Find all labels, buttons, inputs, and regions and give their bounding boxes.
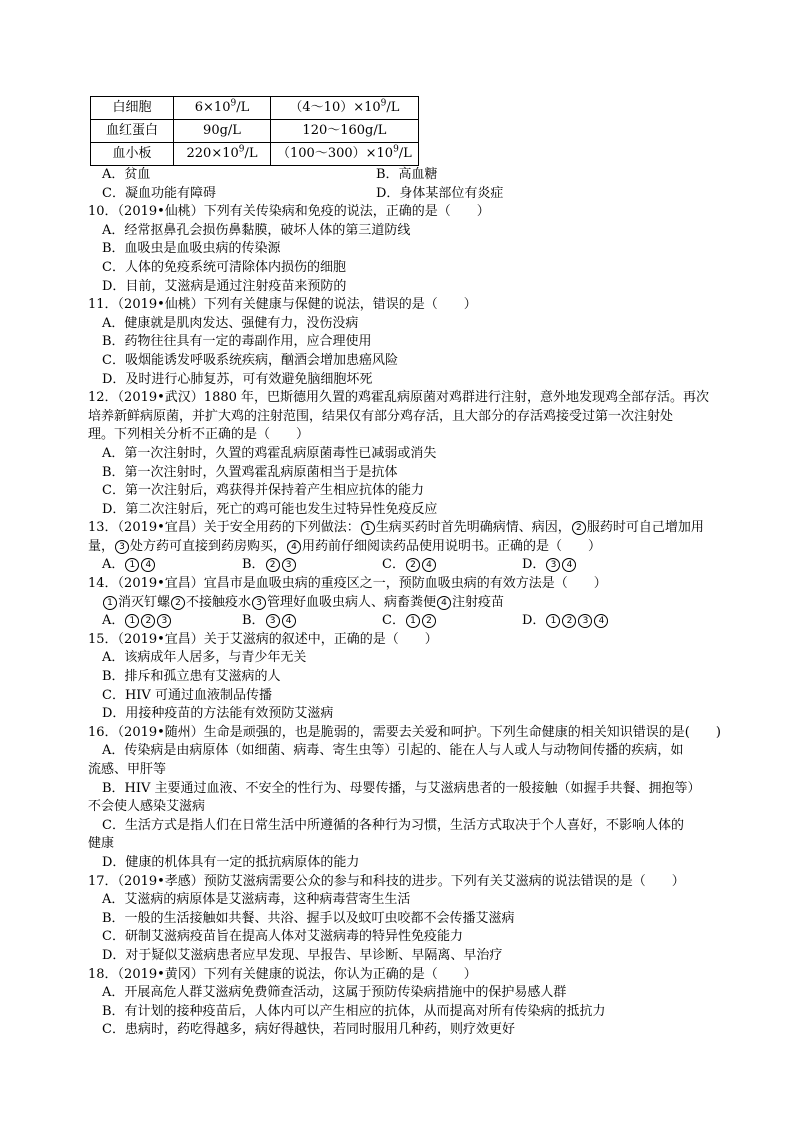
question-18-stem: 18．（2019•黄冈）下列有关健康的说法，你认为正确的是（ ） — [88, 966, 477, 982]
question-12-stem-line-3: 理。下列相关分析不正确的是（ ） — [88, 427, 310, 443]
q16-option-c-line-2: 健康 — [88, 836, 115, 852]
question-10-stem: 10．（2019•仙桃）下列有关传染病和免疫的说法，正确的是（ ） — [88, 204, 490, 220]
table-row — [91, 97, 419, 120]
q16-option-b-line-1: B．HIV 主要通过血液、不安全的性行为、母婴传播，与艾滋病患者的一般接触（如握手共餐、拥抱等） — [102, 780, 701, 796]
q16-option-a-line-1: A．传染病是由病原体（如细菌、病毒、寄生虫等）引起的、能在人与人或人与动物间传播的疾病，如 — [102, 743, 684, 759]
q9-option-b: B．高血糖 — [376, 167, 438, 182]
q12-option-a: A．第一次注射时，久置的鸡霍乱病原菌毒性已减弱或消失 — [102, 445, 437, 461]
q15-option-b: B．排斥和孤立患有艾滋病的人 — [102, 669, 281, 685]
q18-option-a: A．开展高危人群艾滋病免费筛查活动，这属于预防传染病措施中的保护易感人群 — [102, 985, 567, 1001]
q9-option-a: A．贫血 — [102, 167, 151, 182]
q17-option-c: C．研制艾滋病疫苗旨在提高人体对艾滋病毒的特异性免疫能力 — [102, 929, 463, 945]
question-15-stem: 15．（2019•宜昌）关于艾滋病的叙述中，正确的是（ ） — [88, 631, 438, 647]
circled-number: 1 — [361, 521, 375, 535]
table-cell: 120～160g/L — [271, 120, 419, 143]
table-cell: $220\times 10^9/L$ — [174, 143, 271, 166]
q9-options-row-2 — [88, 185, 722, 204]
circled-number: 4 — [287, 540, 301, 554]
q14-option-c: C． 1 2 — [382, 612, 522, 631]
question-14-stem: 14．（2019•宜昌）宜昌市是血吸虫病的重疫区之一，预防血吸虫病的有效方法是（ ） — [88, 576, 607, 592]
table-row — [91, 120, 419, 143]
q11-option-c: C．吸烟能诱发呼吸系统疾病，酗酒会增加患癌风险 — [102, 352, 398, 368]
q15-option-d: D．用接种疫苗的方法能有效预防艾滋病 — [102, 706, 334, 722]
question-11-stem: 11．（2019•仙桃）下列有关健康与保健的说法，错误的是（ ） — [88, 297, 477, 313]
q9-option-c: C．凝血功能有障碍 — [102, 185, 216, 201]
circled-number: 2 — [572, 521, 586, 535]
q17-option-a: A．艾滋病的病原体是艾滋病毒，这种病毒营寄生生活 — [102, 892, 411, 908]
q16-option-c-line-1: C．生活方式是指人们在日常生活中所遵循的各种行为习惯，生活方式取决于个人喜好，不影响人体的 — [102, 817, 684, 833]
q18-option-c: C．患病时，药吃得越多，病好得越快，若同时服用几种药，则疗效更好 — [102, 1022, 515, 1038]
question-12-stem-line-2: 培养新鲜病原菌，并扩大鸡的注射范围，结果仅有部分鸡存活，且大部分的存活鸡接受过第一次注射处 — [88, 408, 674, 424]
q10-option-a: A．经常抠鼻孔会损伤鼻黏膜，破坏人体的第三道防线 — [102, 222, 411, 238]
table-cell: $(4\sim 10)\times 10^9/L$ — [271, 97, 419, 120]
table-row — [91, 143, 419, 166]
q11-option-b: B．药物往往具有一定的毒副作用，应合理使用 — [102, 334, 372, 350]
q11-option-d: D．及时进行心肺复苏，可有效避免脑细胞坏死 — [102, 371, 373, 387]
q14-option-b: B． 3 4 — [242, 612, 382, 631]
table-cell: 血小板 — [91, 143, 174, 166]
q16-option-d: D．健康的机体具有一定的抵抗病原体的能力 — [102, 854, 360, 870]
question-13-stem-line-2: 量， 3 处方药可直接到药房购买， 4 用药前仔细阅读药品使用说明书。正确的是（ ） — [88, 538, 602, 554]
q17-option-d: D．对于疑似艾滋病患者应早发现、早报告、早诊断、早隔离、早治疗 — [102, 947, 503, 963]
question-12-stem-line-1: 12．（2019•武汉）1880 年，巴斯德用久置的鸡霍乱病原菌对鸡群进行注射，意外地发现鸡全部存活。再次 — [88, 390, 710, 406]
question-14-items: 1 消灭钉螺 2 不接触疫水 3 管理好血吸虫病人、病畜粪便 4 注射疫苗 — [88, 594, 722, 613]
q13-option-d: D． 3 4 — [522, 556, 577, 575]
q14-option-a: A． 1 2 3 — [102, 612, 242, 631]
q13-option-b: B． 2 3 — [242, 556, 382, 575]
exam-page — [88, 96, 722, 1040]
table-cell: 白细胞 — [91, 97, 174, 120]
q11-option-a: A．健康就是肌肉发达、强健有力，没伤没病 — [102, 315, 359, 331]
q12-option-b: B．第一次注射时，久置鸡霍乱病原菌相当于是抗体 — [102, 464, 398, 480]
q15-option-a: A．该病成年人居多，与青少年无关 — [102, 650, 307, 666]
q14-option-d: D． 1 2 3 4 — [522, 612, 609, 631]
q13-option-a: A． 1 4 — [102, 556, 242, 575]
q9-options-row-1 — [88, 166, 722, 185]
q12-option-c: C．第一次注射后，鸡获得并保持着产生相应抗体的能力 — [102, 483, 424, 499]
circled-number: 3 — [115, 540, 129, 554]
q14-options — [88, 612, 722, 631]
table-cell: 血红蛋白 — [91, 120, 174, 143]
table-cell: $(100\sim 300)\times 10^9/L$ — [271, 143, 419, 166]
q18-option-b: B．有计划的接种疫苗后，人体内可以产生相应的抗体，从而提高对所有传染病的抵抗力 — [102, 1003, 606, 1019]
q16-option-a-line-2: 流感、甲肝等 — [88, 762, 167, 777]
q17-option-b: B．一般的生活接触如共餐、共浴、握手以及蚊叮虫咬都不会传播艾滋病 — [102, 910, 515, 926]
q15-option-c: C．HIV 可通过血液制品传播 — [102, 687, 272, 703]
q9-option-d: D．身体某部位有炎症 — [376, 185, 504, 201]
q13-options — [88, 556, 722, 575]
question-16-stem: 16．（2019•随州）生命是顽强的，也是脆弱的，需要去关爱和呵护。下列生命健康的相关知识错误的是( ) — [88, 724, 721, 740]
blood-test-table — [90, 96, 419, 166]
q12-option-d: D．第二次注射后，死亡的鸡可能也发生过特异性免疫反应 — [102, 501, 438, 517]
q16-option-b-line-2: 不会使人感染艾滋病 — [88, 799, 206, 815]
q10-option-c: C．人体的免疫系统可清除体内损伤的细胞 — [102, 259, 346, 275]
question-17-stem: 17．（2019•孝感）预防艾滋病需要公众的参与和科技的进步。下列有关艾滋病的说法错误的是（ ） — [88, 873, 685, 889]
question-13-stem-line-1: 13．（2019•宜昌）关于安全用药的下列做法： 1 生病买药时首先明确病情、病因， 2 服药时可自己增加用 — [88, 520, 704, 536]
q10-option-d: D．目前，艾滋病是通过注射疫苗来预防的 — [102, 278, 347, 294]
q10-option-b: B．血吸虫是血吸虫病的传染源 — [102, 241, 281, 257]
q13-option-c: C． 2 4 — [382, 556, 522, 575]
table-cell: $6\times 10^9/L$ — [174, 97, 271, 120]
table-cell: 90g/L — [174, 120, 271, 143]
